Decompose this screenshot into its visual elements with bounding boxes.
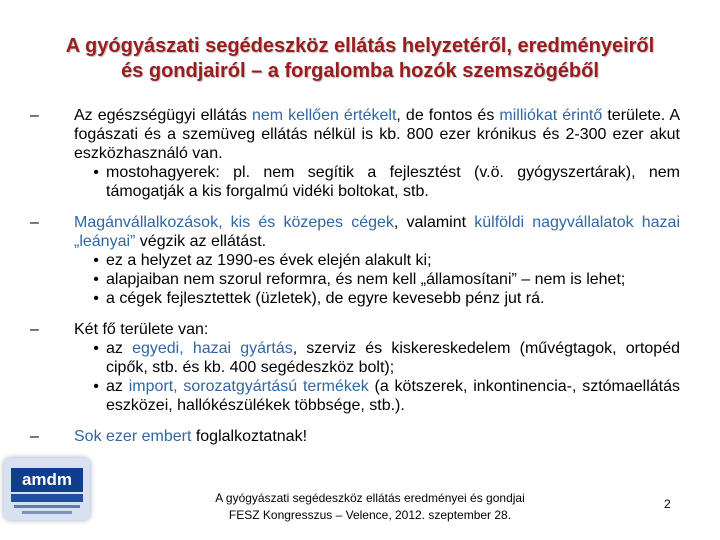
bullet-marker: • — [93, 252, 99, 269]
bullet-marker: • — [93, 290, 99, 307]
sub-item — [74, 270, 680, 289]
text-run: (a kötszerek, inkontinencia-, sztómaellátás eszközei, hallókészülékek többsége, stb.). — [106, 378, 681, 414]
footer-line-1: A gyógyászati segédeszköz ellátás eredményei és gondjai — [215, 491, 525, 505]
bullet-marker: • — [93, 164, 99, 181]
logo-line — [14, 505, 80, 508]
slide-title — [20, 34, 700, 84]
highlighted-text: egyedi, hazai gyártás — [132, 340, 293, 357]
list-item — [30, 427, 680, 446]
amdm-logo — [4, 458, 90, 520]
list-item — [30, 320, 680, 415]
list-item-text — [74, 427, 680, 446]
sub-item-text: a cégek fejlesztettek (üzletek), de egyre kevesebb pénz jut rá. — [106, 290, 545, 307]
text-run: területe. A fogászati és a szemüveg ellátás nélkül is kb. 800 ezer krónikus és 2-300 ezer akut eszközhasználó van. — [74, 107, 681, 162]
sub-item — [74, 339, 680, 377]
text-run: , de fontos és — [396, 107, 500, 124]
title-line-2: és gondjairól – a forgalomba hozók szemszögéből — [121, 60, 599, 82]
list-item-text — [74, 106, 680, 201]
sub-item — [74, 251, 680, 270]
slide-footer — [145, 490, 595, 524]
sub-item-text: ez a helyzet az 1990-es évek elején alakult ki; — [106, 252, 432, 269]
bullet-marker: • — [93, 271, 99, 288]
logo-line — [22, 511, 72, 514]
highlighted-text: nem kellően értékelt — [251, 107, 397, 124]
sub-item — [74, 377, 680, 415]
highlighted-text: Magánvállalkozások, kis és közepes cégek — [74, 214, 394, 231]
text-run: Két fő területe van: — [74, 321, 209, 338]
dash-marker: – — [30, 321, 39, 338]
text-run: Az egészségügyi ellátás — [74, 107, 252, 124]
sub-item-text: alapjaiban nem szorul reformra, és nem kell „államosítani” – nem is lehet; — [106, 271, 626, 288]
text-run: az — [106, 378, 129, 395]
text-run: az — [106, 340, 133, 357]
footer-line-2: FESZ Kongresszus – Velence, 2012. szeptember 28. — [228, 508, 512, 522]
sub-item-text: mostohagyerek: pl. nem segítik a fejlesztést (v.ö. gyógyszertárak), nem támogatják a kis forgalmú vidéki boltokat, stb. — [106, 164, 680, 200]
text-run: foglalkoztatnak! — [191, 428, 308, 445]
sub-item-text — [106, 377, 680, 415]
bullet-marker: • — [93, 378, 99, 395]
dash-marker: – — [30, 214, 39, 231]
dash-marker: – — [30, 107, 39, 124]
text-run: végzik az ellátást. — [135, 233, 267, 250]
page-number: 2 — [664, 497, 671, 511]
highlighted-text: import, sorozatgyártású termékek — [128, 378, 369, 395]
dash-marker: – — [30, 428, 39, 445]
list-item-text — [74, 320, 680, 415]
highlighted-text: külföldi nagyvállalatok hazai „leányai” — [74, 214, 680, 250]
text-run: , valamint — [393, 214, 475, 231]
bullet-marker: • — [93, 340, 99, 357]
list-item — [30, 213, 680, 308]
sub-item-text — [106, 339, 680, 377]
highlighted-text: milliókat érintő — [499, 107, 603, 124]
text-run: , szerviz és kiskereskedelem (művégtagok, ortopéd cipők, stb. és kb. 400 segédeszköz bolt); — [106, 340, 680, 376]
list-item-text — [74, 213, 680, 308]
logo-wordmark: amdm — [11, 468, 83, 492]
list-item — [30, 106, 680, 201]
logo-band — [11, 494, 83, 502]
sub-item — [74, 289, 680, 308]
title-line-1: A gyógyászati segédeszköz ellátás helyzetéről, eredményeiről — [65, 35, 655, 57]
slide-content — [30, 106, 680, 458]
highlighted-text: Sok ezer embert — [74, 428, 192, 445]
sub-item — [74, 163, 680, 201]
